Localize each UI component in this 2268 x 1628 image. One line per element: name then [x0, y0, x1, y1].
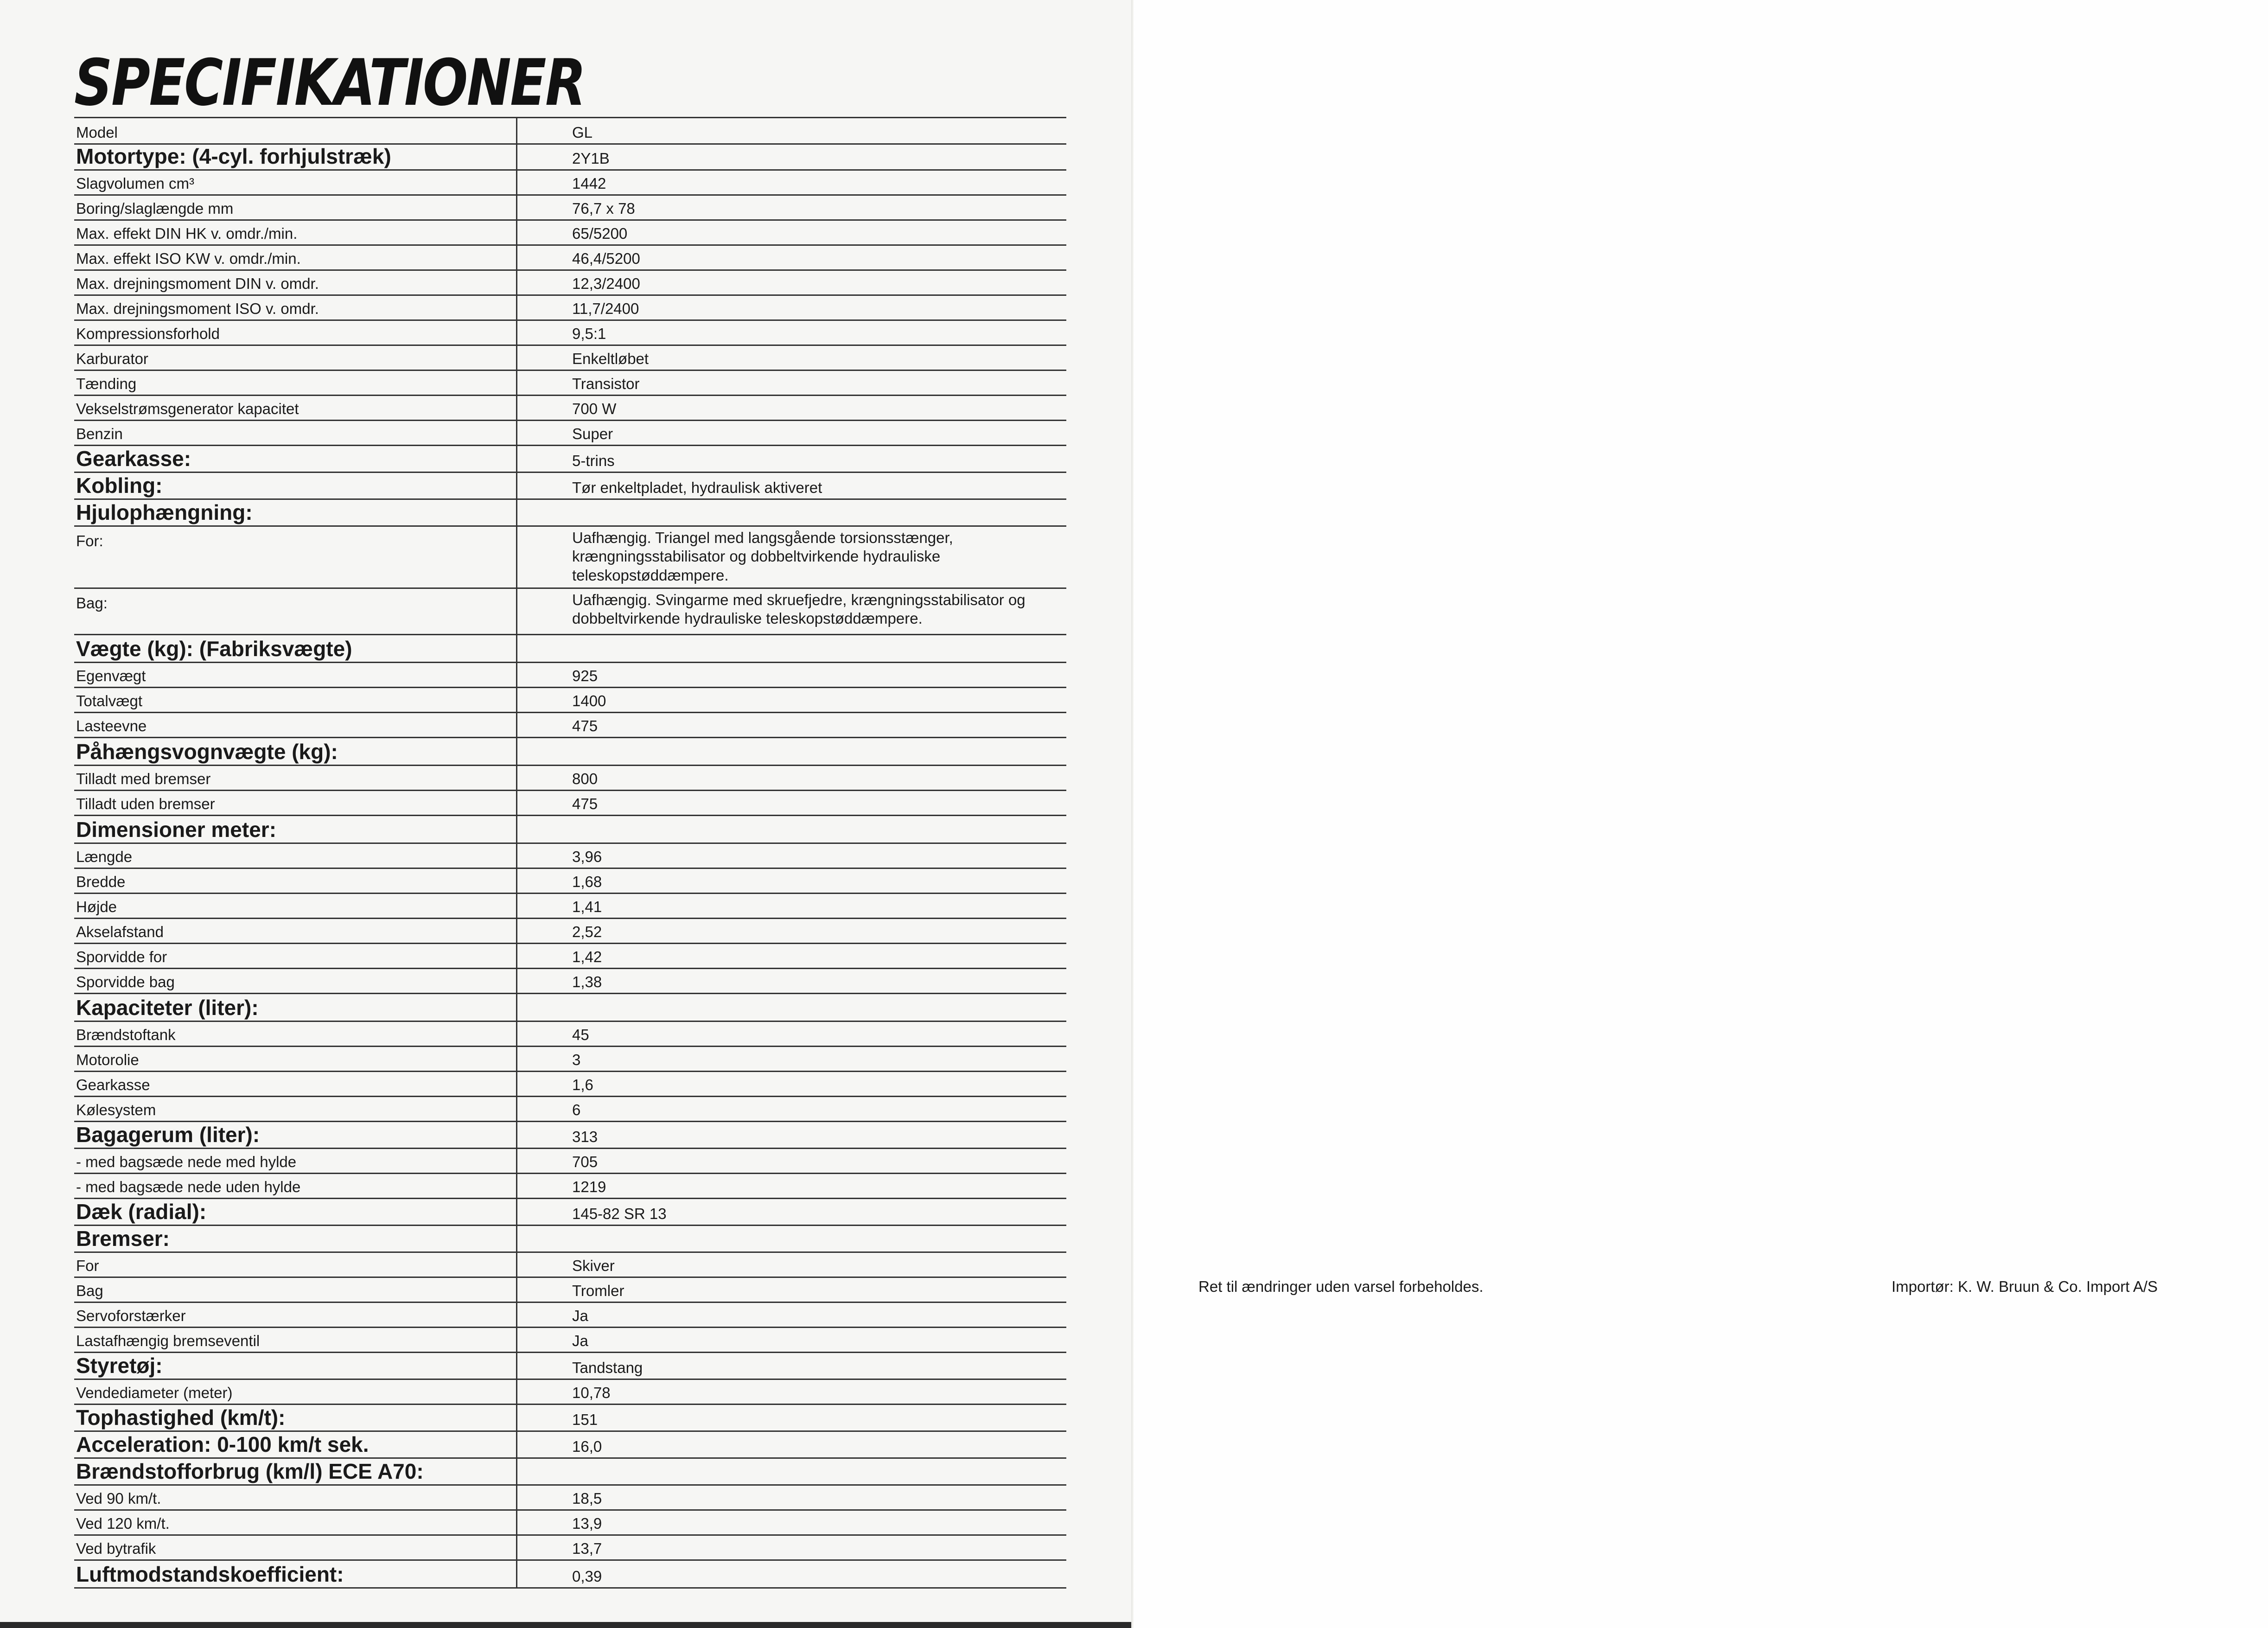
spec-row: [74, 1226, 1066, 1253]
row-label: Max. drejningsmoment ISO v. omdr.: [76, 300, 319, 317]
row-label: Max. drejningsmoment DIN v. omdr.: [76, 275, 319, 292]
row-value: 76,7 x 78: [516, 196, 1066, 219]
row-value: 46,4/5200: [516, 246, 1066, 269]
row-label: Benzin: [76, 425, 123, 442]
row-label: Ved 120 km/t.: [76, 1515, 170, 1532]
row-label: Luftmodstandskoefficient:: [76, 1562, 344, 1586]
row-value: Ja: [516, 1328, 1066, 1352]
spec-row: [74, 421, 1066, 446]
row-value: 65/5200: [516, 221, 1066, 244]
row-value: [516, 635, 1066, 662]
row-value: 6: [516, 1097, 1066, 1121]
spec-row: [74, 1459, 1066, 1486]
spec-row: [74, 346, 1066, 371]
spec-row: [74, 296, 1066, 321]
spec-row: [74, 635, 1066, 663]
spec-row: [74, 589, 1066, 635]
spec-row: [74, 1174, 1066, 1199]
spec-row: [74, 1353, 1066, 1380]
row-value: 925: [516, 663, 1066, 687]
row-label: - med bagsæde nede uden hylde: [76, 1178, 301, 1195]
spec-row: [74, 1432, 1066, 1459]
row-label: Acceleration: 0-100 km/t sek.: [76, 1432, 369, 1456]
row-value: 13,7: [516, 1536, 1066, 1559]
row-value: 700 W: [516, 396, 1066, 420]
row-value: 11,7/2400: [516, 296, 1066, 319]
row-value: 1400: [516, 688, 1066, 712]
row-label: Længde: [76, 848, 133, 865]
row-label: Bredde: [76, 873, 126, 890]
spec-row: [74, 816, 1066, 844]
row-label: Vægte (kg): (Fabriksvægte): [76, 637, 352, 661]
spec-row: [74, 500, 1066, 527]
spec-row: [74, 196, 1066, 221]
row-label: Egenvægt: [76, 667, 146, 684]
row-value: 12,3/2400: [516, 271, 1066, 294]
row-label: Tænding: [76, 375, 137, 392]
spec-table: [74, 117, 1066, 1589]
spec-row: [74, 371, 1066, 396]
row-label: Påhængsvognvægte (kg):: [76, 740, 338, 764]
row-label: Sporvidde bag: [76, 973, 175, 990]
row-label: Bagagerum (liter):: [76, 1123, 260, 1147]
row-label: Brændstofforbrug (km/l) ECE A70:: [76, 1459, 424, 1483]
spec-row: [74, 869, 1066, 894]
row-value: 0,39: [516, 1561, 1066, 1587]
row-label: Vekselstrømsgenerator kapacitet: [76, 400, 299, 417]
spec-row: [74, 1022, 1066, 1047]
row-label: Kompressionsforhold: [76, 325, 220, 342]
spec-row: [74, 919, 1066, 944]
row-label: Tophastighed (km/t):: [76, 1405, 286, 1430]
spec-row: [74, 1097, 1066, 1122]
row-value: Tandstang: [516, 1353, 1066, 1379]
spec-row: [74, 171, 1066, 196]
row-label: Dæk (radial):: [76, 1200, 207, 1224]
spec-row: [74, 1536, 1066, 1561]
spec-row: [74, 1380, 1066, 1405]
row-value: 1,6: [516, 1072, 1066, 1096]
row-label: Ved 90 km/t.: [76, 1490, 161, 1507]
row-value: [516, 994, 1066, 1021]
spec-row: [74, 663, 1066, 688]
footer-disclaimer: Ret til ændringer uden varsel forbeholdes.: [1198, 1278, 1484, 1295]
row-value: 2Y1B: [516, 145, 1066, 169]
row-label: Max. effekt ISO KW v. omdr./min.: [76, 250, 301, 267]
spec-row: [74, 894, 1066, 919]
footer-importer: Importør: K. W. Bruun & Co. Import A/S: [1892, 1278, 2158, 1295]
row-value: 475: [516, 791, 1066, 815]
spec-row: [74, 473, 1066, 500]
row-value: 1,68: [516, 869, 1066, 893]
row-value: 1,42: [516, 944, 1066, 968]
row-label: Hjulophængning:: [76, 500, 253, 524]
row-value: 151: [516, 1405, 1066, 1430]
row-label: Kobling:: [76, 473, 163, 498]
spec-row: [74, 1047, 1066, 1072]
row-value: 3,96: [516, 844, 1066, 868]
row-label: Styretøj:: [76, 1353, 163, 1378]
row-value: 145-82 SR 13: [516, 1199, 1066, 1225]
row-value: 1,41: [516, 894, 1066, 918]
spec-row: [74, 396, 1066, 421]
row-label: Slagvolumen cm³: [76, 175, 194, 192]
spec-row: [74, 688, 1066, 713]
spec-row: [74, 844, 1066, 869]
row-label: - med bagsæde nede med hylde: [76, 1153, 297, 1170]
row-label: Totalvægt: [76, 692, 143, 709]
row-value: [516, 816, 1066, 843]
row-value: 13,9: [516, 1511, 1066, 1534]
row-label: Højde: [76, 898, 117, 915]
row-label: Tilladt uden bremser: [76, 795, 215, 812]
row-value: 1,38: [516, 969, 1066, 993]
spec-row: [74, 1149, 1066, 1174]
spec-row: [74, 1405, 1066, 1432]
spec-row: [74, 527, 1066, 589]
spec-row: [74, 1278, 1066, 1303]
page-edge: [0, 1622, 1134, 1628]
row-label: Servoforstærker: [76, 1307, 186, 1324]
row-value: 3: [516, 1047, 1066, 1071]
row-label: Dimensioner meter:: [76, 817, 277, 842]
row-label: Akselafstand: [76, 923, 164, 940]
spec-row: [74, 246, 1066, 271]
spec-row: [74, 117, 1066, 145]
row-value: Skiver: [516, 1253, 1066, 1277]
row-value: [516, 738, 1066, 765]
row-label: Motortype: (4-cyl. forhjulstræk): [76, 144, 391, 168]
row-label: For: [76, 1257, 99, 1274]
spec-row: [74, 1303, 1066, 1328]
row-value: GL: [516, 118, 1066, 143]
spec-row: [74, 969, 1066, 994]
row-label: Gearkasse:: [76, 447, 191, 471]
page-title: SPECIFIKATIONER: [74, 45, 585, 120]
spec-row: [74, 713, 1066, 738]
spec-row: [74, 221, 1066, 246]
row-value: 313: [516, 1122, 1066, 1148]
row-value: 18,5: [516, 1486, 1066, 1509]
row-label: Max. effekt DIN HK v. omdr./min.: [76, 225, 298, 242]
row-label: Bag:: [76, 594, 108, 612]
spec-row: [74, 766, 1066, 791]
row-label: For:: [76, 532, 103, 549]
row-label: Sporvidde for: [76, 948, 167, 965]
row-value: Uafhængig. Triangel med langsgående torsionsstænger, krængningsstabilisator og dobbeltvirkende hydrauliske teleskopstøddæmpere.: [516, 527, 1066, 587]
row-label: Tilladt med bremser: [76, 770, 211, 787]
row-value: 16,0: [516, 1432, 1066, 1457]
row-value: [516, 500, 1066, 525]
row-label: Lastafhængig bremseventil: [76, 1332, 260, 1349]
row-label: Vendediameter (meter): [76, 1384, 233, 1401]
spec-row: [74, 321, 1066, 346]
row-value: 2,52: [516, 919, 1066, 943]
row-label: Kapaciteter (liter):: [76, 996, 259, 1020]
spec-row: [74, 1486, 1066, 1511]
spec-row: [74, 994, 1066, 1022]
row-value: [516, 1226, 1066, 1251]
spec-row: [74, 1253, 1066, 1278]
row-value: 475: [516, 713, 1066, 737]
spec-row: [74, 1199, 1066, 1226]
spec-row: [74, 271, 1066, 296]
row-label: Karburator: [76, 350, 148, 367]
spec-row: [74, 1561, 1066, 1589]
spec-row: [74, 791, 1066, 816]
spec-row: [74, 1328, 1066, 1353]
spec-row: [74, 944, 1066, 969]
row-value: 45: [516, 1022, 1066, 1046]
row-label: Kølesystem: [76, 1101, 156, 1118]
row-label: Model: [76, 124, 118, 141]
row-label: Boring/slaglængde mm: [76, 200, 234, 217]
row-value: Transistor: [516, 371, 1066, 395]
row-value: [516, 1459, 1066, 1484]
row-value: Enkeltløbet: [516, 346, 1066, 370]
row-label: Brændstoftank: [76, 1026, 176, 1043]
row-label: Lasteevne: [76, 717, 147, 734]
row-value: 9,5:1: [516, 321, 1066, 345]
spec-row: [74, 1511, 1066, 1536]
row-value: 800: [516, 766, 1066, 790]
spec-row: [74, 738, 1066, 766]
row-value: Tromler: [516, 1278, 1066, 1302]
row-label: Ved bytrafik: [76, 1540, 156, 1557]
row-value: 5-trins: [516, 446, 1066, 472]
right-page: [1134, 0, 2268, 1628]
row-value: Super: [516, 421, 1066, 445]
row-value: 705: [516, 1149, 1066, 1173]
row-label: Motorolie: [76, 1051, 139, 1068]
row-label: Bag: [76, 1282, 103, 1299]
spec-row: [74, 145, 1066, 171]
row-value: Tør enkeltpladet, hydraulisk aktiveret: [516, 473, 1066, 498]
row-value: Uafhængig. Svingarme med skruefjedre, krængningsstabilisator og dobbeltvirkende hydrauliske teleskopstøddæmpere.: [516, 589, 1066, 634]
spec-row: [74, 1122, 1066, 1149]
spec-row: [74, 1072, 1066, 1097]
row-label: Bremser:: [76, 1226, 170, 1251]
row-label: Gearkasse: [76, 1076, 150, 1093]
row-value: 1442: [516, 171, 1066, 194]
row-value: Ja: [516, 1303, 1066, 1327]
spec-row: [74, 446, 1066, 473]
row-value: 10,78: [516, 1380, 1066, 1404]
row-value: 1219: [516, 1174, 1066, 1198]
